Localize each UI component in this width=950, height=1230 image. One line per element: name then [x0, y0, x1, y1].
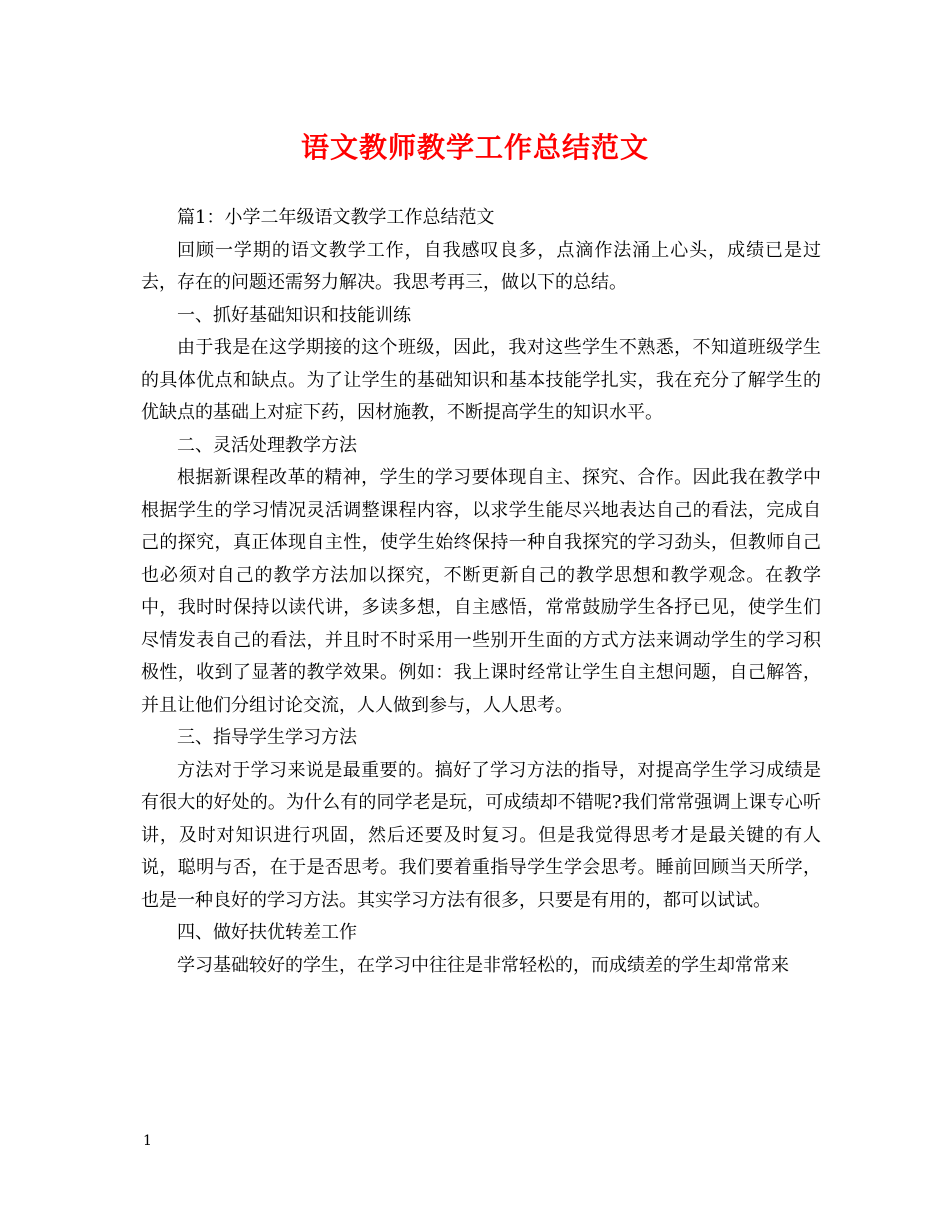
section-heading: 三、指导学生学习方法	[177, 727, 357, 748]
paragraph: 根据新课程改革的精神，学生的学习要体现自主、探究、合作。因此我在教学中根据学生的学习情况灵活调整课程内容，以求学生能尽兴地表达自己的看法，完成自己的探究，真正体现自主性，使学生始终保持一种自我探究的学习劲头，但教师自己也必须对自己的教学方法加以探究，不断更新自己的教学思想和教学观念。在教学中，我时时保持以读代讲，多读多想，自主感悟，常常鼓励学生各抒已见，使学生们尽情发表自己的看法，并且时不时采用一些别开生面的方式方法来调动学生的学习积极性，收到了显著的教学效果。例如：我上课时经常让学生自主想问题，自己解答，并且让他们分组讨论交流，人人做到参与，人人思考。	[141, 467, 821, 716]
paragraph: 由于我是在这学期接的这个班级，因此，我对这些学生不熟悉，不知道班级学生的具体优点和缺点。为了让学生的基础知识和基本技能学扎实，我在充分了解学生的优缺点的基础上对症下药，因材施教，不断提高学生的知识水平。	[141, 337, 821, 423]
paragraph: 学习基础较好的学生，在学习中往往是非常轻松的，而成绩差的学生却常常来	[177, 954, 789, 976]
section-heading: 二、灵活处理教学方法	[177, 434, 357, 456]
document-title: 语文教师教学工作总结范文	[300, 131, 649, 164]
page-number: 1	[143, 1133, 152, 1149]
paragraph: 篇1：小学二年级语文教学工作总结范文	[177, 207, 495, 228]
section-heading: 一、抓好基础知识和技能训练	[177, 304, 411, 326]
paragraph: 回顾一学期的语文教学工作，自我感叹良多，点滴作法涌上心头，成绩已是过去，存在的问题还需努力解决。我思考再三，做以下的总结。	[141, 239, 821, 293]
section-heading: 四、做好扶优转差工作	[177, 922, 357, 943]
document-body	[141, 202, 821, 982]
paragraph: 方法对于学习来说是最重要的。搞好了学习方法的指导，对提高学生学习成绩是有很大的好处的。为什么有的同学老是玩，可成绩却不错呢?我们常常强调上课专心听讲，及时对知识进行巩固，然后还要及时复习。但是我觉得思考才是最关键的有人说，聪明与否，在于是否思考。我们要着重指导学生学会思考。睡前回顾当天所学，也是一种良好的学习方法。其实学习方法有很多，只要是有用的，都可以试试。	[141, 759, 821, 911]
